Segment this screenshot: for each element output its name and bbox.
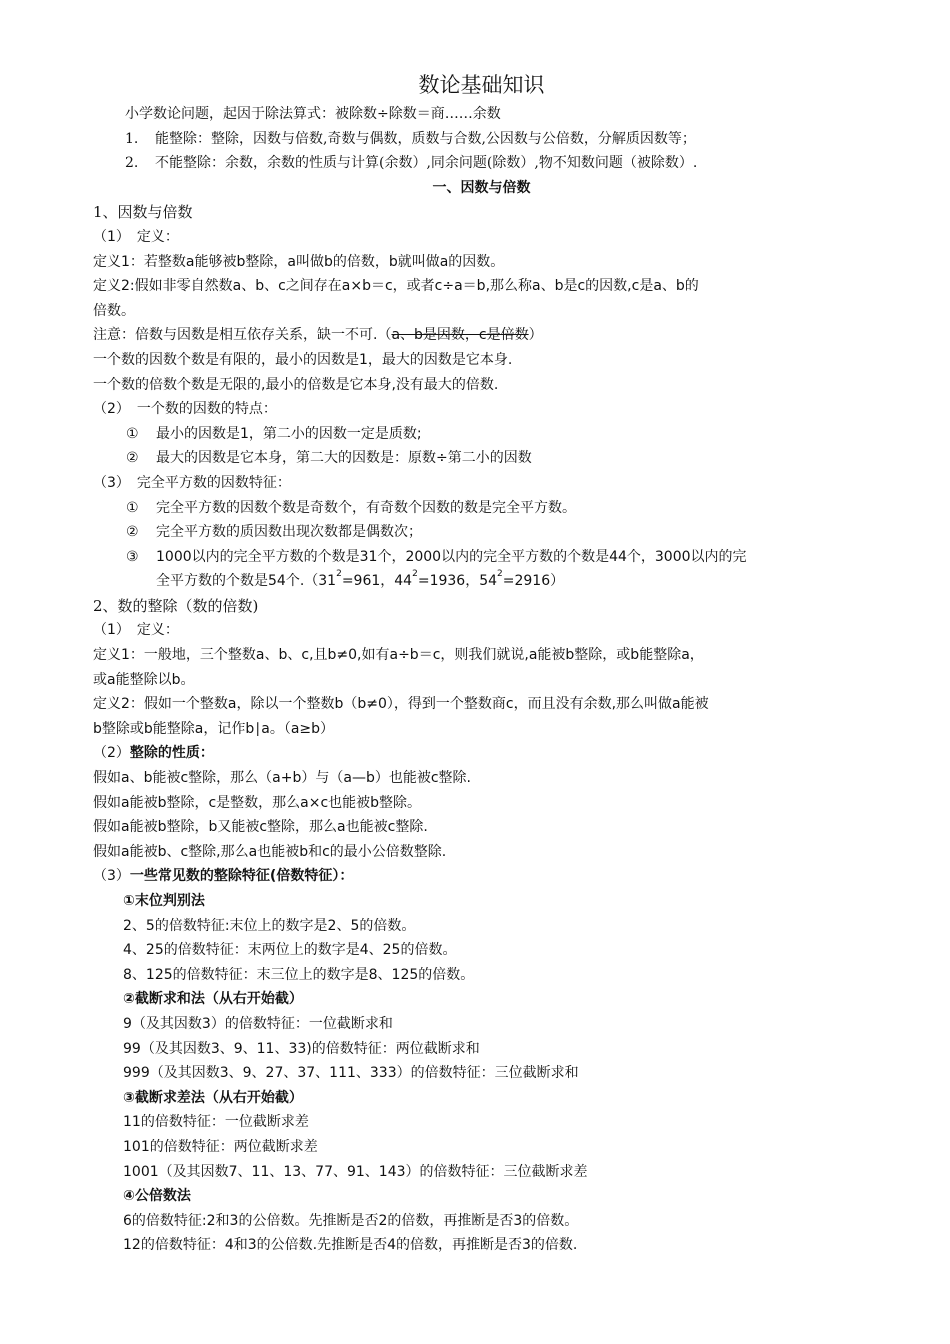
paragraph-heading: （2） 一个数的因数的特点： bbox=[93, 401, 277, 418]
property-line: 假如a能被b、c整除,那么a也能被b和c的最小公倍数整除. bbox=[93, 843, 447, 860]
method-line: 9（及其因数3）的倍数特征：一位截断求和 bbox=[123, 1015, 393, 1032]
definition: 定义2：假如一个整数a，除以一个整数b（b≠0），得到一个整数商c，而且没有余数,那么叫做a能被 bbox=[93, 696, 709, 713]
page-title: 数论基础知识 bbox=[418, 73, 545, 97]
property-line: 假如a能被b整除，c是整数，那么a×c也能被b整除。 bbox=[93, 794, 422, 811]
section-heading: 一、因数与倍数 bbox=[432, 179, 531, 196]
property-line: 假如a能被b整除，b又能被c整除，那么a也能被c整除. bbox=[93, 819, 428, 836]
subsection-heading: 2、数的整除（数的倍数) bbox=[93, 596, 259, 615]
definition: 定义1：若整数a能够被b整除，a叫做b的倍数，b就叫做a的因数。 bbox=[93, 253, 505, 270]
method-line: 12的倍数特征：4和3的公倍数.先推断是否4的倍数，再推断是否3的倍数. bbox=[123, 1237, 578, 1254]
list-item: ① 完全平方数的因数个数是奇数个，有奇数个因数的数是完全平方数。 bbox=[126, 499, 576, 516]
paragraph-heading: （1） 定义： bbox=[93, 622, 179, 639]
method-line: 11的倍数特征：一位截断求差 bbox=[123, 1114, 309, 1131]
intro-item: 2. 不能整除：余数，余数的性质与计算(余数）,同余问题(除数）,物不知数问题（被除数）. bbox=[125, 155, 698, 172]
struck-text: a、b是因数，c是倍数 bbox=[391, 327, 529, 344]
list-item: ② 完全平方数的质因数出现次数都是偶数次； bbox=[126, 524, 422, 541]
method-line: 6的倍数特征:2和3的公倍数。先推断是否2的倍数，再推断是否3的倍数。 bbox=[123, 1212, 579, 1229]
definition: 定义1：一般地，三个整数a、b、c,且b≠0,如有a÷b＝c，则我们就说,a能被b整除，或b能整除a， bbox=[93, 647, 704, 664]
definition-continued: b整除或b能整除a，记作b∣a。（a≥b） bbox=[93, 720, 335, 737]
method-line: 999（及其因数3、9、27、37、111、333）的倍数特征：三位截断求和 bbox=[123, 1065, 579, 1082]
list-item: ③ 1000以内的完全平方数的个数是31个，2000以内的完全平方数的个数是44个，3000以内的完 bbox=[126, 548, 747, 565]
paragraph-heading: （1） 定义： bbox=[93, 228, 179, 245]
paragraph-heading: （3） 完全平方数的因数特征： bbox=[93, 474, 291, 491]
method-line: 99（及其因数3、9、11、33)的倍数特征：两位截断求和 bbox=[123, 1040, 480, 1057]
definition-continued: 倍数。 bbox=[93, 302, 135, 319]
method-line: 1001（及其因数7、11、13、77、91、143）的倍数特征：三位截断求差 bbox=[123, 1163, 588, 1180]
text-line: 一个数的倍数个数是无限的,最小的倍数是它本身,没有最大的倍数. bbox=[93, 376, 499, 393]
method-line: 4、25的倍数特征：末两位上的数字是4、25的倍数。 bbox=[123, 942, 457, 959]
property-line: 假如a、b能被c整除，那么（a+b）与（a—b）也能被c整除. bbox=[93, 770, 471, 787]
definition: 定义2:假如非零自然数a、b、c之间存在a×b＝c，或者c÷a＝b,那么称a、b是c的因数,c是a、b的 bbox=[93, 278, 699, 295]
method-line: 101的倍数特征：两位截断求差 bbox=[123, 1138, 318, 1155]
subsection-heading: 1、因数与倍数 bbox=[93, 203, 193, 222]
method-line: 8、125的倍数特征：末三位上的数字是8、125的倍数。 bbox=[123, 966, 475, 983]
definition-continued: 或a能整除以b。 bbox=[93, 671, 195, 688]
method-line: 2、5的倍数特征:末位上的数字是2、5的倍数。 bbox=[123, 917, 416, 934]
note: 注意：倍数与因数是相互依存关系，缺一不可.（a、b是因数，c是倍数） bbox=[93, 327, 543, 344]
paragraph-heading: （2）整除的性质： bbox=[93, 745, 214, 762]
intro-item: 1. 能整除：整除，因数与倍数,奇数与偶数，质数与合数,公因数与公倍数，分解质因数等； bbox=[125, 130, 696, 147]
intro-line: 小学数论问题，起因于除法算式：被除数÷除数＝商……余数 bbox=[125, 106, 501, 122]
paragraph-heading: （3）一些常见数的整除特征(倍数特征）： bbox=[93, 868, 354, 885]
method-heading: ②截断求和法（从右开始截） bbox=[123, 991, 303, 1008]
list-item: ② 最大的因数是它本身，第二大的因数是：原数÷第二小的因数 bbox=[126, 450, 532, 467]
text-line: 一个数的因数个数是有限的，最小的因数是1，最大的因数是它本身. bbox=[93, 351, 513, 368]
method-heading: ①末位判别法 bbox=[123, 893, 205, 909]
list-item: ① 最小的因数是1，第二小的因数一定是质数; bbox=[126, 425, 422, 442]
method-heading: ③截断求差法（从右开始截） bbox=[123, 1089, 303, 1106]
list-item-continued: 全平方数的个数是54个$.(31^2=961$，$44^2=1936$，$54^2=2916$） bbox=[156, 569, 565, 590]
method-heading: ④公倍数法 bbox=[123, 1188, 191, 1205]
